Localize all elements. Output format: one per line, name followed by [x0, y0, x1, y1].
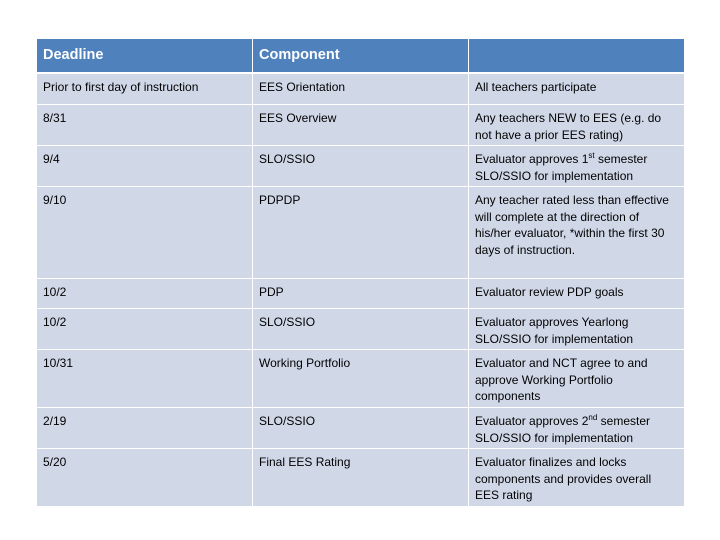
table-row: [37, 449, 684, 507]
deadline-cell: 9/10: [37, 187, 253, 279]
note-text: Evaluator approves 1: [475, 152, 589, 166]
note-cell: Any teacher rated less than effective will complete at the direction of his/her evaluator, *within the first 30 days of instruction.: [469, 187, 684, 279]
note-cell: All teachers participate: [469, 74, 684, 105]
ordinal-suffix: st: [588, 151, 595, 160]
ordinal-suffix: nd: [588, 413, 598, 422]
table-row: [37, 105, 684, 146]
note-cell: Any teachers NEW to EES (e.g. do not have a prior EES rating): [469, 105, 684, 146]
note-cell: [469, 408, 684, 449]
component-cell: EES Overview: [253, 105, 469, 146]
header-deadline: Deadline: [37, 39, 253, 74]
table-row: [37, 74, 684, 105]
component-cell: Final EES Rating: [253, 449, 469, 507]
note-text: semester SLO/SSIO for implementation: [475, 414, 650, 445]
component-cell: SLO/SSIO: [253, 309, 469, 350]
note-cell: [469, 146, 684, 187]
deadline-cell: 2/19: [37, 408, 253, 449]
component-cell: SLO/SSIO: [253, 146, 469, 187]
deadline-table: [37, 39, 684, 507]
deadline-cell: Prior to first day of instruction: [37, 74, 253, 105]
table-header-row: [37, 39, 684, 74]
component-cell: Working Portfolio: [253, 350, 469, 408]
table-row: [37, 408, 684, 449]
note-text: Evaluator approves 2: [475, 414, 589, 428]
table-row: [37, 309, 684, 350]
header-notes: [469, 39, 684, 74]
note-cell: Evaluator approves Yearlong SLO/SSIO for implementation: [469, 309, 684, 350]
deadline-cell: 9/4: [37, 146, 253, 187]
deadline-cell: 5/20: [37, 449, 253, 507]
component-cell: PDP: [253, 279, 469, 309]
note-cell: Evaluator finalizes and locks components and provides overall EES rating: [469, 449, 684, 507]
table-row: [37, 279, 684, 309]
component-cell: EES Orientation: [253, 74, 469, 105]
table-row: [37, 350, 684, 408]
header-component: Component: [253, 39, 469, 74]
note-cell: Evaluator review PDP goals: [469, 279, 684, 309]
component-cell: SLO/SSIO: [253, 408, 469, 449]
note-cell: Evaluator and NCT agree to and approve Working Portfolio components: [469, 350, 684, 408]
table-row: [37, 187, 684, 279]
deadline-cell: 8/31: [37, 105, 253, 146]
deadline-cell: 10/2: [37, 309, 253, 350]
deadline-cell: 10/31: [37, 350, 253, 408]
component-cell: PDPDP: [253, 187, 469, 279]
table-row: [37, 146, 684, 187]
deadline-cell: 10/2: [37, 279, 253, 309]
note-text: semester SLO/SSIO for implementation: [475, 152, 648, 183]
